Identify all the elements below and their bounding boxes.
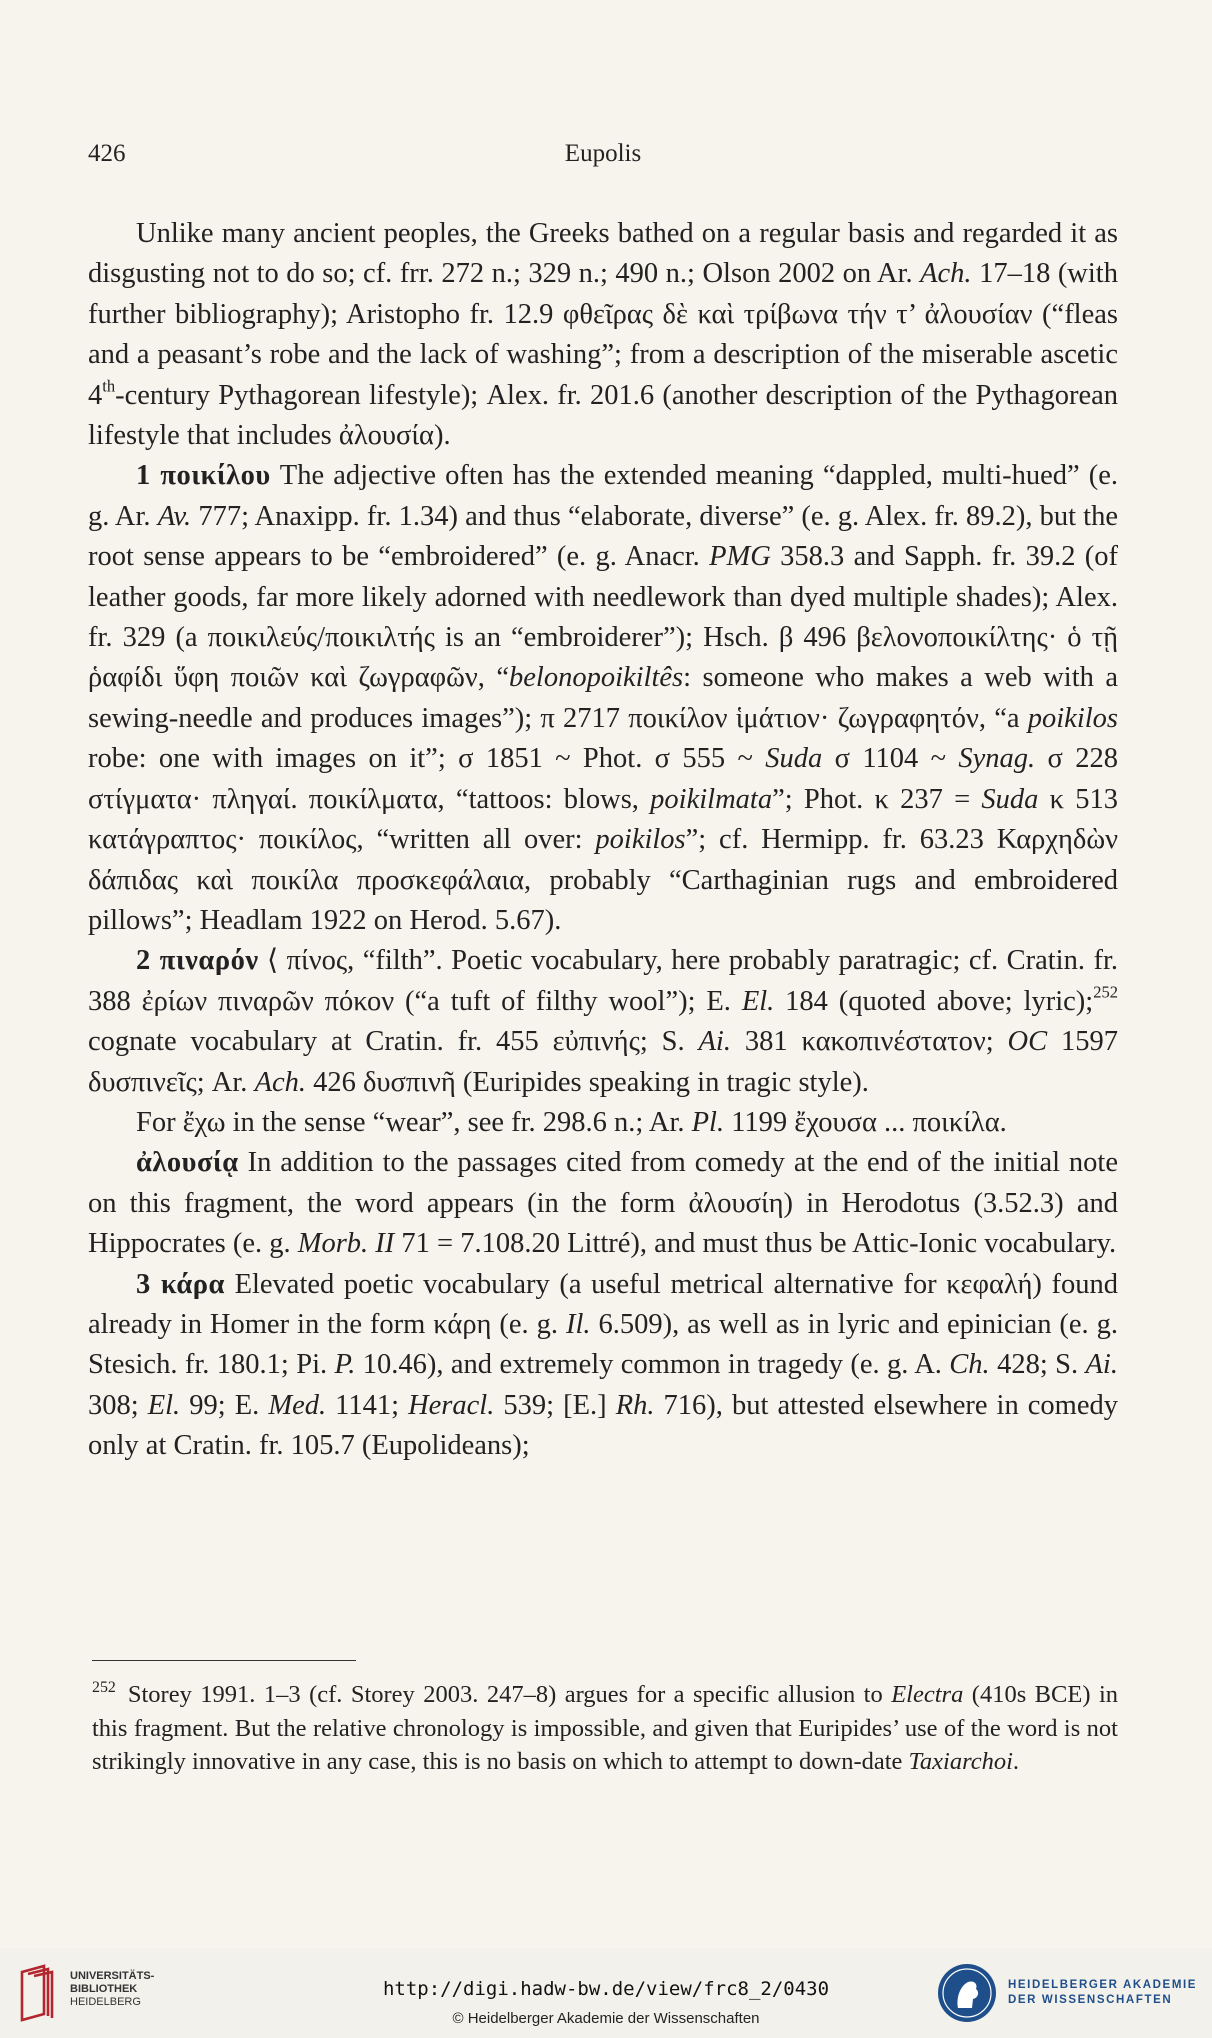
italic-run: Electra (891, 1681, 964, 1708)
footnote-reference[interactable]: 252 (1093, 982, 1118, 1002)
text-run: Unlike many ancient peoples, the Greeks bathed on a regular basis and regarded it as disgusting not to do so; cf. frr. 272 n.; 329 n.; 490 n.; Olson 2002 on Ar. (88, 218, 1118, 290)
italic-run: Il. (565, 1308, 591, 1340)
text-run: 10.46), and extremely common in tragedy (e. g. A. (355, 1349, 950, 1381)
italic-run: OC (1007, 1026, 1048, 1058)
academy-seal-icon[interactable] (936, 1962, 998, 2024)
italic-run: Ch. (949, 1349, 990, 1381)
text-run: The adjective often has the extended meaning “dappled, multi-hued” (e. g. Ar. (88, 460, 1118, 532)
italic-run: Synag. (958, 743, 1036, 775)
library-name-line: HEIDELBERG (70, 1996, 141, 2008)
academy-name-line: HEIDELBERGER AKADEMIE (1008, 1979, 1198, 1991)
academy-name (1008, 1978, 1197, 2008)
paragraph-lemma-poikilou (88, 456, 1118, 941)
italic-run: El. (147, 1389, 181, 1421)
italic-run: belonopoikiltês (509, 662, 684, 694)
source-url-link[interactable]: http://digi.hadw-bw.de/view/frc8_2/0430 (382, 1978, 830, 2000)
text-run: ”; cf. Hermipp. fr. 63.23 Καρχηδὼν δάπιδας καὶ ποικίλα προσκεφάλαια, probably “Carthaginian rugs and embroidered pillows”; Headlam 1922 on Herod. 5.67). (88, 824, 1119, 936)
text-run: Elevated poetic vocabulary (a useful metrical alternative for κεφαλή) found already in Homer in the form κάρη (e. g. (88, 1268, 1118, 1340)
italic-run: Med. (268, 1389, 327, 1421)
italic-run: Ai. (1085, 1349, 1118, 1381)
italic-run: Ach. (254, 1066, 306, 1098)
paragraph-intro (88, 214, 1118, 456)
text-run: 1141; (326, 1389, 409, 1421)
italic-run: Ai. (698, 1026, 731, 1058)
italic-run: PMG (709, 541, 771, 573)
lemma: 2 πιναρόν (136, 945, 259, 977)
text-run: σ 228 στίγματα· πληγαί. ποικίλματα, “tattoos: blows, (88, 743, 1118, 815)
italic-run: Morb. II (297, 1228, 395, 1260)
footnote-marker: 252 (92, 1679, 116, 1697)
italic-run: Av. (157, 500, 192, 532)
text-run: For ἔχω in the sense “wear”, see fr. 298.6 n.; Ar. (136, 1106, 692, 1138)
text-run: 184 (quoted above; lyric); (774, 985, 1094, 1017)
library-name-line: BIBLIOTHEK (70, 1983, 138, 1995)
text-run: 539; [E.] (494, 1389, 616, 1421)
text-run: : someone who makes a web with a sewing-needle and produces images”); π 2717 ποικίλον ἱμάτιον· ζωγραφητόν, “a (88, 662, 1118, 734)
text-run: ”; Phot. κ 237 = (772, 783, 982, 815)
footnote-text (92, 1678, 1118, 1779)
lemma: 3 κάρα (136, 1268, 225, 1300)
text-run: 1199 ἔχουσα ... ποικίλα. (724, 1106, 1007, 1138)
paragraph-echo (88, 1103, 1118, 1143)
paragraph-lemma-pinaron (88, 941, 1118, 1103)
library-name-line: UNIVERSITÄTS- (70, 1970, 155, 1982)
superscript: th (102, 376, 116, 396)
paragraph-lemma-alousia (88, 1143, 1118, 1264)
text-run: 381 κακοπινέστατον; (730, 1026, 1008, 1058)
text-run: 358.3 and Sapph. fr. 39.2 (of leather goods, far more likely adorned with needlework than dyed multiple shades); Alex. fr. 329 (a ποικιλεύς/ποικιλτής is an “embroiderer”); Hsch. β 496 βελονοποικίλτης· ὁ τῇ ῥαφίδι ὕφη ποιῶν καὶ ζωγραφῶν, “ (88, 541, 1118, 694)
footnote (92, 1678, 1118, 1779)
text-run: -century Pythagorean lifestyle); Alex. fr. 201.6 (another description of the Pythagorean lifestyle that includes ἀλουσία). (88, 379, 1118, 452)
text-run: 71 = 7.108.20 Littré), and must thus be Attic-Ionic vocabulary. (394, 1228, 1117, 1260)
text-run: 99; E. (180, 1389, 269, 1421)
text-run: 1597 δυσπινεῖς; Ar. (88, 1026, 1118, 1098)
text-run: In addition to the passages cited from comedy at the end of the initial note on this fragment, the word appears (in the form ἀλουσίη) in Herodotus (3.52.3) and Hippocrates (e. g. (88, 1147, 1118, 1260)
text-run: ⟨ πίνος, “filth”. Poetic vocabulary, here probably paratragic; cf. Cratin. fr. 388 ἐρίων πιναρῶν πόκον (“a tuft of filthy wool”); E. (88, 945, 1118, 1017)
footnote-divider (92, 1660, 356, 1661)
lemma: 1 ποικίλου (136, 460, 271, 492)
page-number: 426 (88, 140, 126, 167)
running-title: Eupolis (564, 140, 642, 167)
italic-run: Ach. (920, 258, 972, 290)
text-run: 426 δυσπινῆ (Euripides speaking in tragic style). (306, 1066, 869, 1098)
italic-run: Suda (981, 783, 1039, 815)
text-run: robe: one with images on it”; σ 1851 ~ Phot. σ 555 ~ (88, 743, 766, 775)
text-run: 428; S. (989, 1349, 1086, 1381)
text-run: cognate vocabulary at Cratin. fr. 455 εὐπινής; S. (88, 1026, 699, 1058)
paragraph-lemma-kara (88, 1265, 1118, 1467)
italic-run: Taxiarchoi (908, 1748, 1013, 1775)
italic-run: poikilmata (650, 783, 773, 815)
text-run: 777; Anaxipp. fr. 1.34) and thus “elaborate, diverse” (e. g. Alex. fr. 89.2), but the root sense appears to be “embroidered” (e. g. Anacr. (88, 500, 1118, 573)
italic-run: Rh. (615, 1389, 655, 1421)
text-run: κ 513 κατάγραπτος· ποικίλος, “written all over: (88, 783, 1118, 856)
text-run: . (1012, 1748, 1020, 1775)
italic-run: Suda (765, 743, 823, 775)
italic-run: El. (741, 985, 775, 1017)
text-run: 716), but attested elsewhere in comedy only at Cratin. fr. 105.7 (Eupolideans); (88, 1389, 1118, 1462)
main-text (88, 214, 1118, 1467)
italic-run: Heracl. (408, 1389, 495, 1421)
text-run: 6.509), as well as in lyric and epinician (e. g. Stesich. fr. 180.1; Pi. (88, 1308, 1118, 1381)
academy-name-line: DER WISSENSCHAFTEN (1008, 1994, 1173, 2006)
text-run: 17–18 (with further bibliography); Aristopho fr. 12.9 φθεῖρας δὲ καὶ τρίβωνα τήν τ’ ἀλουσίαν (“fleas and a peasant’s robe and the lack of washing”; from a description of the miserable ascetic 4 (88, 258, 1118, 411)
text-run: 308; (88, 1389, 148, 1421)
italic-run: poikilos (595, 824, 686, 856)
copyright-notice: © Heidelberger Akademie der Wissenschaften (452, 2010, 760, 2027)
page-header (88, 140, 1118, 176)
text-run: σ 1104 ~ (822, 743, 959, 775)
text-run: Storey 1991. 1–3 (cf. Storey 2003. 247–8) argues for a specific allusion to (127, 1681, 892, 1708)
lemma: ἀλουσίᾳ (136, 1147, 239, 1179)
italic-run: poikilos (1027, 702, 1118, 734)
italic-run: Pl. (691, 1106, 725, 1138)
footer-bar (0, 1948, 1212, 2038)
text-run: (410s BCE) in this fragment. But the relative chronology is impossible, and given that Euripides’ use of the word is not strikingly innovative in any case, this is no basis on which to attempt to down-date (92, 1681, 1119, 1775)
italic-run: P. (334, 1349, 356, 1381)
